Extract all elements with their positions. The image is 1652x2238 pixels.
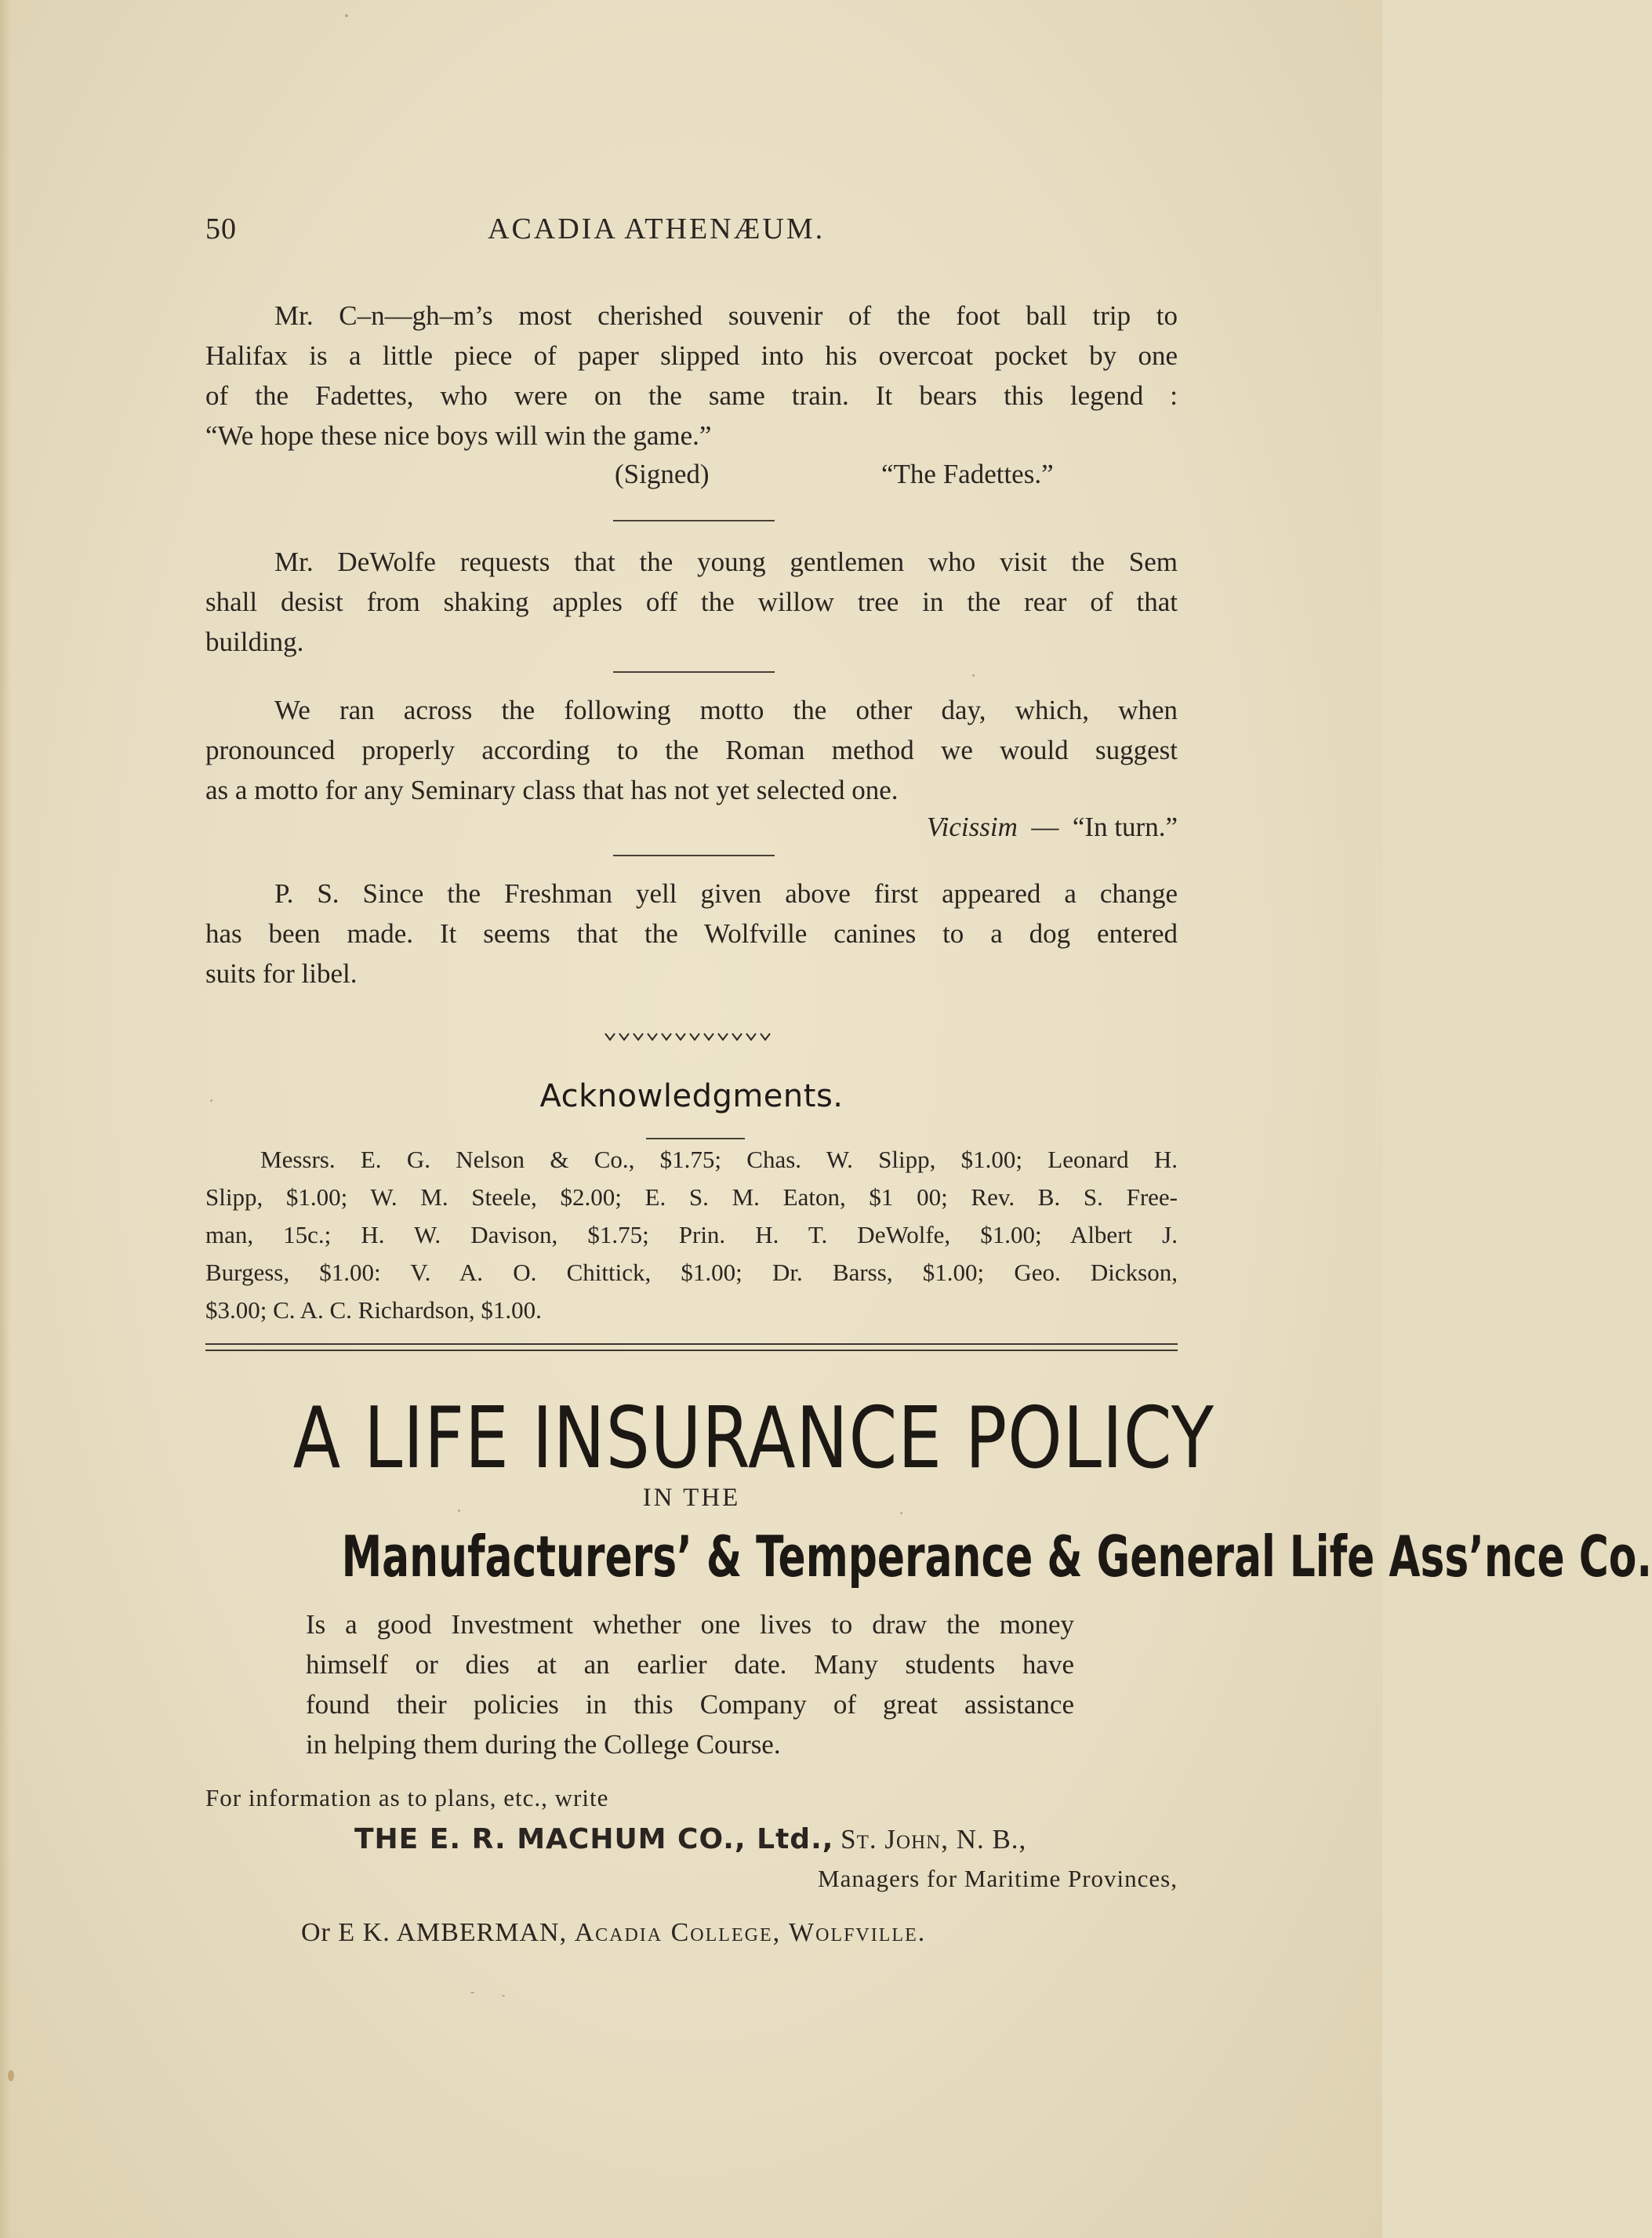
- advertisement-line: in helping them during the College Course.: [306, 1729, 781, 1760]
- paragraph-line: has been made. It seems that the Wolfville canines to a dog entered: [205, 918, 1178, 949]
- paragraph-line: Mr. C–n—gh–m’s most cherished souvenir of the foot ball trip to: [274, 300, 1178, 331]
- paragraph-line: “We hope these nice boys will win the game.”: [205, 420, 712, 451]
- motto-translation: “In turn.”: [1072, 812, 1178, 842]
- paper-speck: [470, 1992, 474, 1993]
- paper-stain: [8, 2070, 14, 2081]
- advertisement-title: A LIFE INSURANCE POLICY: [292, 1390, 1214, 1488]
- postscript-paragraph: [205, 874, 1178, 994]
- paper-speck: [502, 1995, 505, 1996]
- section-divider: [613, 671, 775, 673]
- advertisement-line: Is a good Investment whether one lives to draw the money: [306, 1609, 1074, 1640]
- advertisement-body: [306, 1604, 1074, 1764]
- alternate-agent-place: Acadia College, Wolfville.: [574, 1918, 927, 1947]
- acknowledgment-line: Slipp, $1.00; W. M. Steele, $2.00; E. S. M. Eaton, $1 00; Rev. B. S. Free-: [205, 1183, 1178, 1211]
- acknowledgment-line: $3.00; C. A. C. Richardson, $1.00.: [205, 1296, 542, 1324]
- signed-label: (Signed): [615, 459, 710, 489]
- motto-paragraph: [205, 690, 1178, 810]
- paper-speck: [210, 1099, 212, 1102]
- managers-line: Managers for Maritime Provinces,: [818, 1865, 1178, 1892]
- acknowledgments-list: [205, 1141, 1178, 1329]
- heading-underline: [646, 1138, 745, 1139]
- paper-speck: [345, 14, 348, 17]
- section-divider: [613, 855, 775, 856]
- advertisement-line: found their policies in this Company of great assistance: [306, 1689, 1074, 1720]
- paragraph-line: as a motto for any Seminary class that has not yet selected one.: [205, 775, 899, 805]
- paragraph-line: P. S. Since the Freshman yell given above first appeared a change: [274, 878, 1178, 909]
- acknowledgment-line: man, 15c.; H. W. Davison, $1.75; Prin. H. T. DeWolfe, $1.00; Albert J.: [205, 1221, 1178, 1248]
- paragraph-line: Mr. DeWolfe requests that the young gentlemen who visit the Sem: [274, 547, 1178, 577]
- agent-line: [354, 1823, 1178, 1855]
- acknowledgments-heading: Acknowledgments.: [539, 1078, 844, 1114]
- dewolfe-paragraph: [205, 542, 1178, 662]
- signature-line: [205, 459, 1178, 498]
- paper-speck: [900, 1512, 902, 1514]
- agent-name: THE E. R. MACHUM CO., Ltd.,: [354, 1823, 834, 1855]
- paragraph-line: Halifax is a little piece of paper slipped into his overcoat pocket by one: [205, 340, 1178, 371]
- running-head: [205, 212, 1178, 259]
- advertisement-border: [205, 1343, 1178, 1351]
- latin-motto: Vicissim: [926, 812, 1018, 842]
- journal-title: ACADIA ATHENÆUM.: [488, 213, 826, 245]
- paragraph-line: We ran across the following motto the other day, which, when: [274, 695, 1178, 725]
- alternate-agent-name: Or E K. AMBERMAN,: [301, 1918, 568, 1947]
- company-name: Manufacturers’ & Temperance & General Life Ass’nce Co.: [341, 1524, 1652, 1589]
- paragraph-line: shall desist from shaking apples off the willow tree in the rear of that: [205, 587, 1178, 617]
- advertisement-subtitle: IN THE: [642, 1484, 741, 1512]
- acknowledgment-line: Messrs. E. G. Nelson & Co., $1.75; Chas. W. Slipp, $1.00; Leonard H.: [260, 1146, 1178, 1173]
- acknowledgment-line: Burgess, $1.00: V. A. O. Chittick, $1.00; Dr. Barss, $1.00; Geo. Dickson,: [205, 1259, 1178, 1286]
- alternate-agent-line: [301, 1918, 926, 1948]
- motto-line: [205, 812, 1178, 843]
- advertisement-line: himself or dies at an earlier date. Many students have: [306, 1649, 1074, 1680]
- paragraph-line: building.: [205, 627, 304, 657]
- agent-city: St. John, N. B.,: [841, 1824, 1027, 1855]
- paragraph-line: pronounced properly according to the Roman method we would suggest: [205, 735, 1178, 765]
- paper-speck: [458, 1510, 460, 1512]
- section-divider: [613, 520, 775, 521]
- signature-name: “The Fadettes.”: [881, 459, 1054, 489]
- paper-speck: [972, 674, 975, 677]
- information-line: For information as to plans, etc., write: [205, 1784, 609, 1811]
- ornament-divider-icon: [604, 1032, 772, 1041]
- paragraph-line: of the Fadettes, who were on the same train. It bears this legend :: [205, 380, 1178, 411]
- souvenir-paragraph: [205, 296, 1178, 456]
- page-number: 50: [205, 213, 237, 245]
- motto-dash: —: [1031, 812, 1059, 842]
- paragraph-line: suits for libel.: [205, 958, 358, 989]
